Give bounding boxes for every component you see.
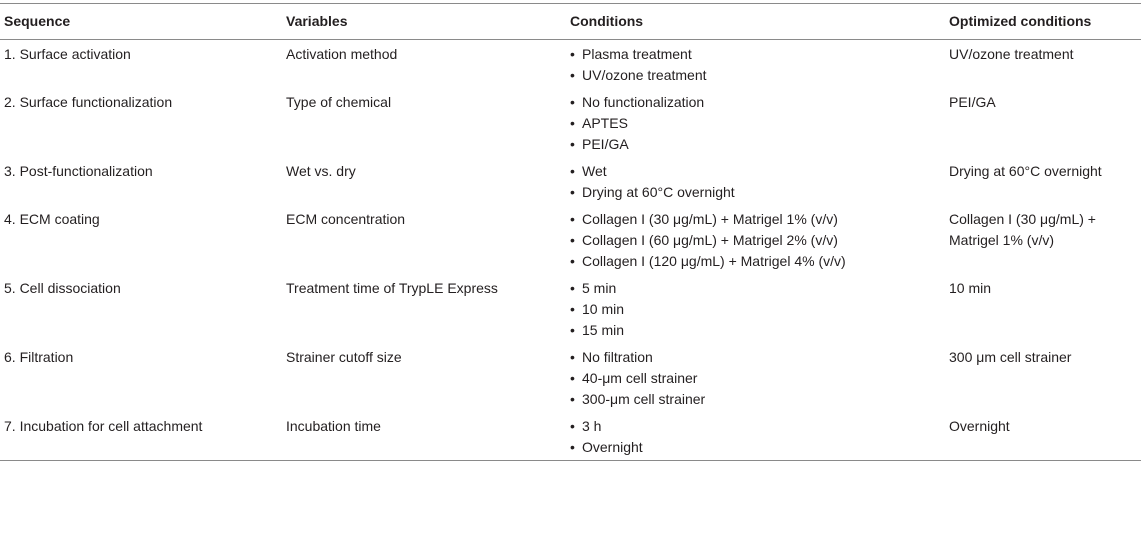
cell-sequence: 2. Surface functionalization [4, 94, 173, 110]
cell-variables: Treatment time of TrypLE Express [286, 280, 498, 296]
cell-sequence: 5. Cell dissociation [4, 280, 121, 296]
header-sequence: Sequence [4, 13, 71, 29]
condition-item [570, 44, 926, 65]
conditions-list [570, 278, 926, 341]
condition-text: Wet [582, 163, 607, 179]
condition-text: Plasma treatment [582, 46, 692, 62]
condition-text: 3 h [582, 418, 602, 434]
cell-conditions [554, 88, 930, 157]
cell-conditions [554, 412, 930, 461]
condition-item [570, 368, 926, 389]
conditions-list [570, 92, 926, 155]
condition-text: Collagen I (120 μg/mL) + Matrigel 4% (v/v) [582, 253, 846, 269]
condition-item [570, 347, 926, 368]
conditions-list [570, 347, 926, 410]
cell-variables: Incubation time [286, 418, 381, 434]
cell-optimized-conditions: Drying at 60°C overnight [949, 163, 1102, 179]
header-variables: Variables [286, 13, 348, 29]
table-row [0, 412, 1141, 461]
cell-conditions [554, 157, 930, 205]
condition-item [570, 134, 926, 155]
bullet-icon: • [570, 115, 575, 131]
bullet-icon: • [570, 163, 575, 179]
optimization-table [0, 3, 1141, 461]
condition-item [570, 113, 926, 134]
cell-sequence: 4. ECM coating [4, 211, 100, 227]
condition-text: No functionalization [582, 94, 705, 110]
table-body [0, 40, 1141, 461]
cell-variables: Activation method [286, 46, 398, 62]
condition-item [570, 278, 926, 299]
header-conditions: Conditions [570, 13, 644, 29]
conditions-list [570, 44, 926, 86]
condition-text: No filtration [582, 349, 653, 365]
cell-optimized-conditions: Collagen I (30 μg/mL) + Matrigel 1% (v/v) [949, 211, 1096, 248]
header-optimized-conditions: Optimized conditions [949, 13, 1092, 29]
condition-item [570, 389, 926, 410]
cell-conditions [554, 40, 930, 89]
cell-conditions [554, 205, 930, 274]
bullet-icon: • [570, 232, 575, 248]
condition-text: 300-μm cell strainer [582, 391, 706, 407]
condition-text: 10 min [582, 301, 625, 317]
conditions-list [570, 209, 926, 272]
bullet-icon: • [570, 253, 575, 269]
conditions-list [570, 161, 926, 203]
cell-sequence: 3. Post-functionalization [4, 163, 153, 179]
conditions-list [570, 416, 926, 458]
cell-optimized-conditions: Overnight [949, 418, 1010, 434]
condition-text: UV/ozone treatment [582, 67, 707, 83]
cell-optimized-conditions: UV/ozone treatment [949, 46, 1074, 62]
condition-item [570, 299, 926, 320]
bullet-icon: • [570, 67, 575, 83]
bullet-icon: • [570, 322, 575, 338]
bullet-icon: • [570, 370, 575, 386]
condition-text: Drying at 60°C overnight [582, 184, 735, 200]
condition-text: Collagen I (30 μg/mL) + Matrigel 1% (v/v) [582, 211, 838, 227]
cell-sequence: 1. Surface activation [4, 46, 131, 62]
condition-item [570, 209, 926, 230]
header-row [0, 4, 1141, 40]
condition-item [570, 182, 926, 203]
condition-text: APTES [582, 115, 628, 131]
bullet-icon: • [570, 46, 575, 62]
cell-variables: Wet vs. dry [286, 163, 356, 179]
condition-item [570, 230, 926, 251]
cell-conditions [554, 274, 930, 343]
cell-variables: ECM concentration [286, 211, 406, 227]
cell-variables: Strainer cutoff size [286, 349, 402, 365]
condition-text: 40-μm cell strainer [582, 370, 698, 386]
bullet-icon: • [570, 349, 575, 365]
condition-text: 15 min [582, 322, 625, 338]
bullet-icon: • [570, 94, 575, 110]
cell-optimized-conditions: 10 min [949, 280, 992, 296]
cell-optimized-conditions: PEI/GA [949, 94, 996, 110]
bullet-icon: • [570, 391, 575, 407]
bullet-icon: • [570, 280, 575, 296]
bullet-icon: • [570, 211, 575, 227]
bullet-icon: • [570, 418, 575, 434]
table-row [0, 157, 1141, 205]
bullet-icon: • [570, 301, 575, 317]
table-row [0, 343, 1141, 412]
condition-item [570, 92, 926, 113]
condition-item [570, 320, 926, 341]
condition-item [570, 416, 926, 437]
cell-sequence: 6. Filtration [4, 349, 74, 365]
condition-item [570, 65, 926, 86]
cell-variables: Type of chemical [286, 94, 392, 110]
cell-sequence: 7. Incubation for cell attachment [4, 418, 203, 434]
condition-item [570, 161, 926, 182]
condition-item [570, 251, 926, 272]
condition-text: PEI/GA [582, 136, 629, 152]
bullet-icon: • [570, 184, 575, 200]
table-row [0, 40, 1141, 89]
condition-text: Overnight [582, 439, 643, 455]
table-row [0, 205, 1141, 274]
condition-text: 5 min [582, 280, 617, 296]
table-row [0, 274, 1141, 343]
table-header [0, 4, 1141, 40]
bullet-icon: • [570, 136, 575, 152]
table-row [0, 88, 1141, 157]
condition-item [570, 437, 926, 458]
bullet-icon: • [570, 439, 575, 455]
condition-text: Collagen I (60 μg/mL) + Matrigel 2% (v/v) [582, 232, 838, 248]
cell-optimized-conditions: 300 μm cell strainer [949, 349, 1072, 365]
cell-conditions [554, 343, 930, 412]
